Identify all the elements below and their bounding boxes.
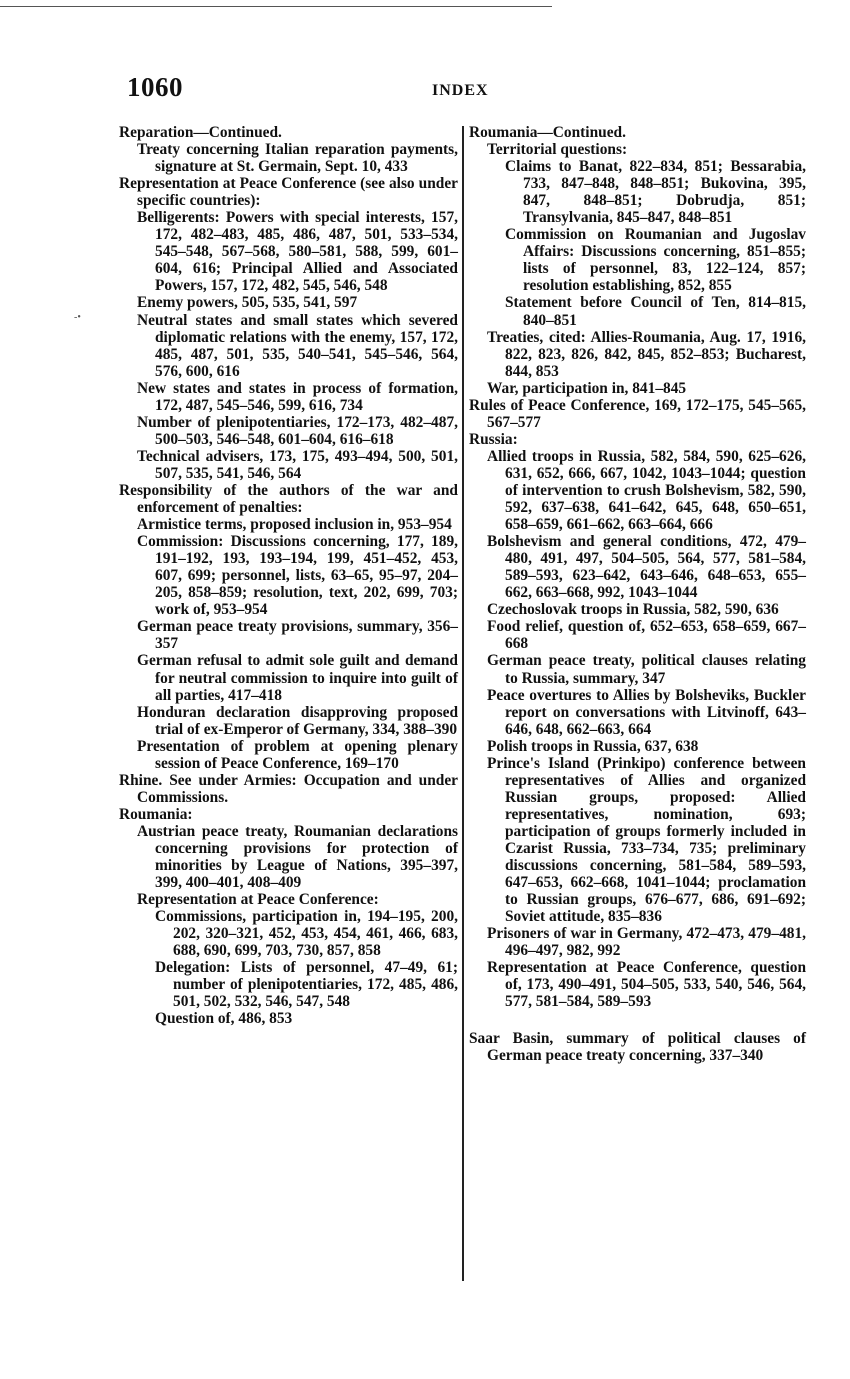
index-entry: Delegation: Lists of personnel, 47–49, 61; number of plenipotentiaries, 172, 485, 486, 501, 502, 532, 546, 547, 548 xyxy=(155,959,458,1011)
index-entry: Rhine. See under Armies: Occupation and under Commissions. xyxy=(119,771,458,806)
index-entry: Number of plenipotentiaries, 172–173, 482–487, 500–503, 546–548, 601–604, 616–618 xyxy=(137,413,458,448)
index-entry: Treaties, cited: Allies-Roumania, Aug. 17, 1916, 822, 823, 826, 842, 845, 852–853; Bucharest, 844, 853 xyxy=(487,328,806,380)
top-border-rule xyxy=(0,6,552,7)
index-entry: Food relief, question of, 652–653, 658–659, 667–668 xyxy=(487,618,806,653)
index-left-column xyxy=(119,124,458,1027)
page-number: 1060 xyxy=(127,72,183,102)
index-entry: War, participation in, 841–845 xyxy=(487,379,687,397)
index-entry: Commission: Discussions concerning, 177, 189, 191–192, 193, 193–194, 199, 451–452, 453, 607, 699; personnel, lists, 63–65, 95–97, 204–205, 858–859; resolution, text, 202, 699, 703; work of, 953–954 xyxy=(137,533,458,619)
index-entry: Representation at Peace Conference: xyxy=(137,891,379,909)
index-entry: Prisoners of war in Germany, 472–473, 479–481, 496–497, 982, 992 xyxy=(487,925,806,960)
index-entry: Prince's Island (Prinkipo) conference between representatives of Allies and organized Russian groups, proposed: Allied representatives, nomination, 693; participation of groups formerly included in Czarist Russia, 733–734, 735; preliminary discussions concerning, 581–584, 589–593, 647–653, 662–668, 1041–1044; proclamation to Russian groups, 676–677, 686, 691–692; Soviet attitude, 835–836 xyxy=(487,754,806,926)
index-entry: Saar Basin, summary of political clauses of German peace treaty concerning, 337–340 xyxy=(469,1030,806,1065)
index-entry: New states and states in process of formation, 172, 487, 545–546, 599, 616, 734 xyxy=(137,379,458,414)
index-entry: Allied troops in Russia, 582, 584, 590, 625–626, 631, 652, 666, 667, 1042, 1043–1044; question of intervention to crush Bolshevism, 582, 590, 592, 637–638, 641–642, 645, 648, 650–651, 658–659, 661–662, 663–664, 666 xyxy=(487,447,806,534)
index-entry: Treaty concerning Italian reparation payments, signature at St. Germain, Sept. 10, 433 xyxy=(137,141,458,176)
index-entry: Polish troops in Russia, 637, 638 xyxy=(487,737,699,755)
index-entry: Roumania: xyxy=(119,805,193,823)
index-entry: Presentation of problem at opening plenary session of Peace Conference, 169–170 xyxy=(137,737,458,772)
index-entry: Russia: xyxy=(469,430,518,448)
index-entry: Representation at Peace Conference (see also under specific countries): xyxy=(119,175,458,210)
index-entry: German peace treaty, political clauses relating to Russia, summary, 347 xyxy=(487,652,806,687)
index-entry: Reparation—Continued. xyxy=(119,124,282,141)
stray-margin-mark: -• xyxy=(74,312,81,323)
index-entry: Roumania—Continued. xyxy=(469,124,626,141)
index-right-column xyxy=(469,124,806,1065)
index-entry: Question of, 486, 853 xyxy=(155,1010,293,1028)
index-entry: Claims to Banat, 822–834, 851; Bessarabia, 733, 847–848, 848–851; Bukovina, 395, 847, 848–851; Dobrudja, 851; Transylvania, 845–847, 848–851 xyxy=(505,158,806,227)
index-entry: Technical advisers, 173, 175, 493–494, 500, 501, 507, 535, 541, 546, 564 xyxy=(137,447,458,482)
index-entry: Armistice terms, proposed inclusion in, 953–954 xyxy=(137,516,452,534)
index-entry: Belligerents: Powers with special interests, 157, 172, 482–483, 485, 486, 487, 501, 533–534, 545–548, 567–568, 580–581, 588, 599, 601–604, 616; Principal Allied and Associated Powers, 157, 172, 482, 545, 546, 548 xyxy=(137,209,458,295)
index-entry: Bolshevism and general conditions, 472, 479–480, 491, 497, 504–505, 564, 577, 581–584, 589–593, 623–642, 643–646, 648–653, 655–662, 663–668, 992, 1043–1044 xyxy=(487,533,806,602)
index-entry: Rules of Peace Conference, 169, 172–175, 545–565, 567–577 xyxy=(469,396,806,431)
index-entry: Austrian peace treaty, Roumanian declarations concerning provisions for protection of minorities by League of Nations, 395–397, 399, 400–401, 408–409 xyxy=(137,822,458,892)
index-entry: German refusal to admit sole guilt and demand for neutral commission to inquire into guilt of all parties, 417–418 xyxy=(137,652,458,704)
index-entry: Peace overtures to Allies by Bolsheviks, Buckler report on conversations with Litvinoff, 643–646, 648, 662–663, 664 xyxy=(487,686,806,738)
column-divider xyxy=(462,126,464,1281)
index-entry: Commission on Roumanian and Jugoslav Affairs: Discussions concerning, 851–855; lists of personnel, 83, 122–124, 857; resolution establishing, 852, 855 xyxy=(505,226,806,295)
index-entry: Responsibility of the authors of the war and enforcement of penalties: xyxy=(119,481,458,517)
index-entry: Neutral states and small states which severed diplomatic relations with the enemy, 157, 172, 485, 487, 501, 535, 540–541, 545–546, 564, 576, 600, 616 xyxy=(137,311,458,380)
index-entry: Czechoslovak troops in Russia, 582, 590, 636 xyxy=(487,601,779,619)
index-entry: Representation at Peace Conference, question of, 173, 490–491, 504–505, 533, 540, 546, 564, 577, 581–584, 589–593 xyxy=(487,959,806,1011)
index-entry: Honduran declaration disapproving proposed trial of ex-Emperor of Germany, 334, 388–390 xyxy=(137,703,458,738)
running-head: INDEX xyxy=(432,82,489,99)
index-entry: German peace treaty provisions, summary, 356–357 xyxy=(137,618,458,653)
index-entry: Territorial questions: xyxy=(487,141,628,159)
index-entry: Enemy powers, 505, 535, 541, 597 xyxy=(137,294,358,312)
index-entry: Statement before Council of Ten, 814–815, 840–851 xyxy=(505,294,806,329)
index-entry: Commissions, participation in, 194–195, 200, 202, 320–321, 452, 453, 454, 461, 466, 683, 688, 690, 699, 703, 730, 857, 858 xyxy=(155,908,458,960)
